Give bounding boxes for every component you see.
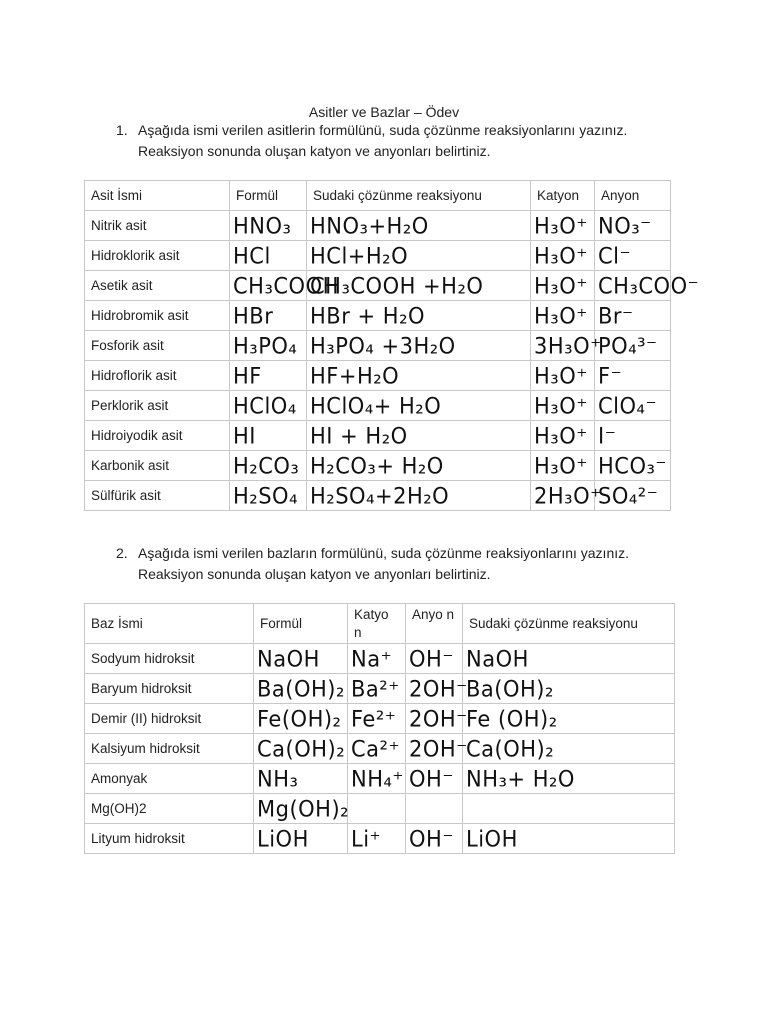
base-formula: Ca(OH)₂: [254, 733, 348, 765]
base-cation: Fe²⁺: [348, 703, 406, 735]
acid-name: Hidroflorik asit: [85, 361, 230, 391]
question-2-number: 2.: [116, 545, 128, 561]
base-anion: 2OH⁻: [406, 733, 463, 765]
acid-anion: I⁻: [595, 420, 671, 452]
base-formula: LiOH: [254, 823, 348, 855]
acid-cation: H₃O⁺: [531, 300, 595, 332]
acid-name: Sülfürik asit: [85, 481, 230, 511]
acid-formula: CH₃COOH: [230, 270, 307, 302]
base-cation: Ba²⁺: [348, 673, 406, 705]
question-1: [116, 120, 676, 162]
base-formula: Mg(OH)₂: [254, 793, 348, 825]
acid-anion: NO₃⁻: [595, 210, 671, 242]
base-name: Demir (II) hidroksit: [85, 704, 254, 734]
acid-formula: H₂SO₄: [230, 480, 307, 512]
acid-anion: ClO₄⁻: [595, 390, 671, 422]
acid-name: Perklorik asit: [85, 391, 230, 421]
acid-header-formula: Formül: [230, 181, 307, 211]
base-reaction: [463, 793, 675, 825]
acid-reaction: HCl+H₂O: [307, 240, 531, 272]
acid-row: [85, 271, 671, 301]
acid-formula: HNO₃: [230, 210, 307, 242]
acid-anion: SO₄²⁻: [595, 480, 671, 512]
base-reaction: Fe (OH)₂: [463, 703, 675, 735]
base-row: [85, 674, 675, 704]
acid-row: [85, 391, 671, 421]
acid-formula: H₂CO₃: [230, 450, 307, 482]
acid-reaction: H₂CO₃+ H₂O: [307, 450, 531, 482]
page-title: Asitler ve Bazlar – Ödev: [308, 104, 460, 120]
acid-cation: H₃O⁺: [531, 270, 595, 302]
base-row: [85, 734, 675, 764]
base-row: [85, 824, 675, 854]
acid-reaction: HBr + H₂O: [307, 300, 531, 332]
base-anion: 2OH⁻: [406, 673, 463, 705]
base-row: [85, 704, 675, 734]
acid-cation: 3H₃O⁺: [531, 330, 595, 362]
acid-formula: HF: [230, 360, 307, 392]
acid-name: Karbonik asit: [85, 451, 230, 481]
base-header-anion: Anyo n: [406, 604, 463, 644]
base-table-header-row: [85, 604, 675, 644]
acid-cation: H₃O⁺: [531, 390, 595, 422]
base-name: Amonyak: [85, 764, 254, 794]
base-cation: Li⁺: [348, 823, 406, 855]
acid-formula: HI: [230, 420, 307, 452]
acid-header-anion: Anyon: [595, 181, 671, 211]
base-header-reaction: Sudaki çözünme reaksiyonu: [463, 604, 675, 644]
acid-row: [85, 241, 671, 271]
base-header-cation: Katyo n: [348, 604, 406, 644]
base-name: Sodyum hidroksit: [85, 644, 254, 674]
base-header-formula: Formül: [254, 604, 348, 644]
base-row: [85, 764, 675, 794]
acid-row: [85, 481, 671, 511]
acid-reaction: HI + H₂O: [307, 420, 531, 452]
acid-reaction: HF+H₂O: [307, 360, 531, 392]
base-formula: Fe(OH)₂: [254, 703, 348, 735]
base-cation: [348, 793, 406, 825]
acid-reaction: HNO₃+H₂O: [307, 210, 531, 242]
acid-anion: F⁻: [595, 360, 671, 392]
acid-anion: Br⁻: [595, 300, 671, 332]
base-anion: OH⁻: [406, 823, 463, 855]
acid-header-name: Asit İsmi: [85, 181, 230, 211]
acid-header-cation: Katyon: [531, 181, 595, 211]
base-cation: Ca²⁺: [348, 733, 406, 765]
base-anion: [406, 793, 463, 825]
acid-anion: PO₄³⁻: [595, 330, 671, 362]
acid-cation: H₃O⁺: [531, 420, 595, 452]
base-reaction: NaOH: [463, 643, 675, 675]
base-name: Mg(OH)2: [85, 794, 254, 824]
acid-row: [85, 361, 671, 391]
acid-formula: H₃PO₄: [230, 330, 307, 362]
acid-name: Hidroklorik asit: [85, 241, 230, 271]
acid-cation: 2H₃O⁺: [531, 480, 595, 512]
acid-reaction: CH₃COOH +H₂O: [307, 270, 531, 302]
acid-name: Asetik asit: [85, 271, 230, 301]
acid-reaction: H₃PO₄ +3H₂O: [307, 330, 531, 362]
base-row: [85, 794, 675, 824]
base-cation: Na⁺: [348, 643, 406, 675]
acid-reaction: H₂SO₄+2H₂O: [307, 480, 531, 512]
acid-anion: HCO₃⁻: [595, 450, 671, 482]
base-reaction: LiOH: [463, 823, 675, 855]
base-anion: OH⁻: [406, 763, 463, 795]
acid-anion: CH₃COO⁻: [595, 270, 671, 302]
base-name: Baryum hidroksit: [85, 674, 254, 704]
base-name: Lityum hidroksit: [85, 824, 254, 854]
question-1-text: Aşağıda ismi verilen asitlerin formülünü, suda çözünme reaksiyonlarını yazınız. Reaksiyon sonunda oluşan katyon ve anyonları belirtiniz.: [138, 122, 628, 159]
base-reaction: NH₃+ H₂O: [463, 763, 675, 795]
base-cation: NH₄⁺: [348, 763, 406, 795]
acid-name: Nitrik asit: [85, 211, 230, 241]
question-1-number: 1.: [116, 122, 128, 138]
acid-formula: HClO₄: [230, 390, 307, 422]
acid-cation: H₃O⁺: [531, 240, 595, 272]
acid-row: [85, 421, 671, 451]
base-name: Kalsiyum hidroksit: [85, 734, 254, 764]
acid-row: [85, 301, 671, 331]
base-reaction: Ba(OH)₂: [463, 673, 675, 705]
base-anion: OH⁻: [406, 643, 463, 675]
base-reaction: Ca(OH)₂: [463, 733, 675, 765]
base-header-name: Baz İsmi: [85, 604, 254, 644]
base-formula: NH₃: [254, 763, 348, 795]
acid-name: Fosforik asit: [85, 331, 230, 361]
acid-anion: Cl⁻: [595, 240, 671, 272]
acid-name: Hidrobromik asit: [85, 301, 230, 331]
base-formula: NaOH: [254, 643, 348, 675]
question-2-text: Aşağıda ismi verilen bazların formülünü, suda çözünme reaksiyonlarını yazınız. Reaksiyon sonunda oluşan katyon ve anyonları belirtiniz.: [138, 545, 630, 582]
acid-header-reaction: Sudaki çözünme reaksiyonu: [307, 181, 531, 211]
acid-cation: H₃O⁺: [531, 360, 595, 392]
base-formula: Ba(OH)₂: [254, 673, 348, 705]
acid-formula: HCl: [230, 240, 307, 272]
acid-row: [85, 331, 671, 361]
acid-cation: H₃O⁺: [531, 450, 595, 482]
acid-name: Hidroiyodik asit: [85, 421, 230, 451]
acid-table-header-row: [85, 181, 671, 211]
base-row: [85, 644, 675, 674]
acid-table: [84, 180, 700, 511]
base-anion: 2OH⁻: [406, 703, 463, 735]
acid-formula: HBr: [230, 300, 307, 332]
acid-row: [85, 451, 671, 481]
acid-row: [85, 211, 671, 241]
base-table: [84, 603, 675, 854]
acid-cation: H₃O⁺: [531, 210, 595, 242]
acid-reaction: HClO₄+ H₂O: [307, 390, 531, 422]
question-2: [116, 543, 676, 585]
